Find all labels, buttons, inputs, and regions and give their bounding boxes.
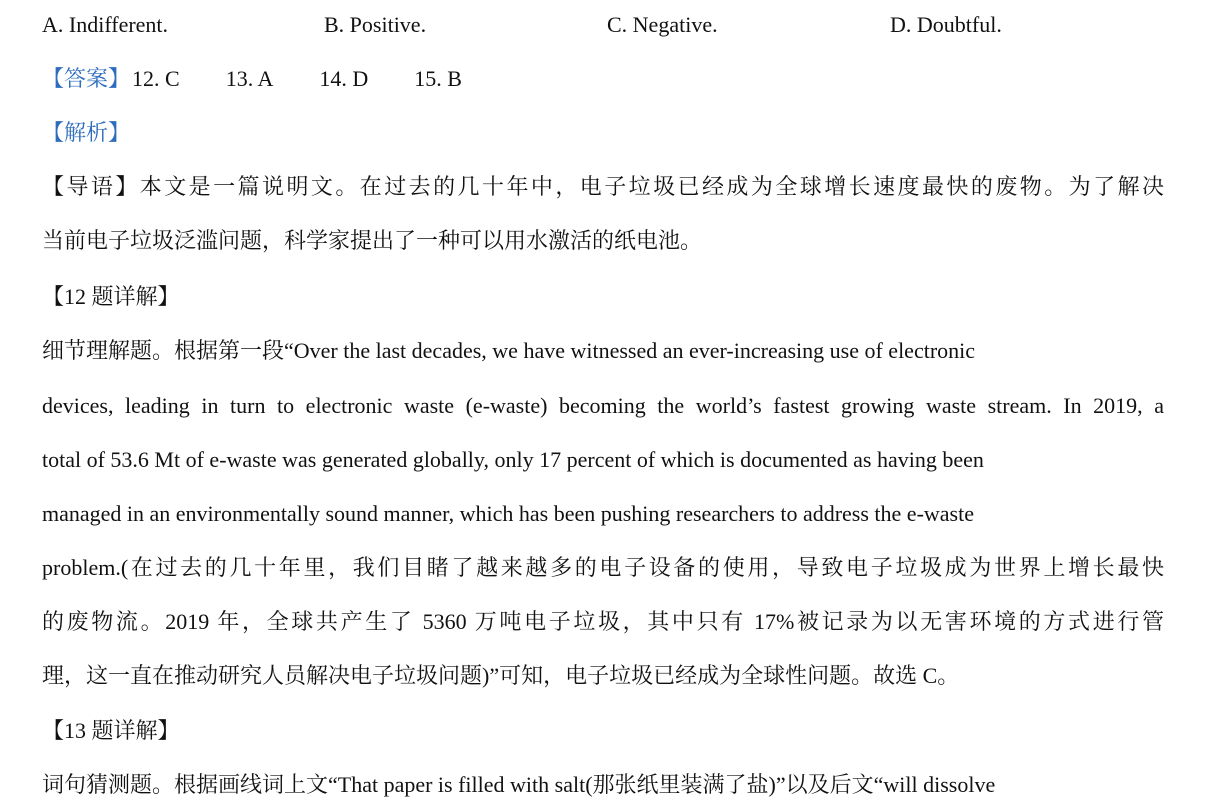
answer-item-13: 13. A [225,66,274,91]
q12-line-1: 细节理解题。根据第一段“Over the last decades, we have witnessed an ever-increasing use of electronic [42,338,976,363]
option-a: A. Indifferent. [42,12,169,37]
option-b: B. Positive. [324,12,427,37]
option-d: D. Doubtful. [890,12,1002,37]
intro-line-2: 当前电子垃圾泛滥问题，科学家提出了一种可以用水激活的纸电池。 [42,228,703,253]
q12-line-5: problem.(在过去的几十年里，我们目睹了越来越多的电子设备的使用，导致电子垃圾成为世界上增长最快 [42,555,1164,580]
q12-line-2: devices, leading in turn to electronic waste (e-waste) becoming the world’s fastest growing waste stream. In 2019, a [42,393,1164,418]
q12-line-7: 理，这一直在推动研究人员解决电子垃圾问题)”可知，电子垃圾已经成为全球性问题。故选 C。 [42,663,960,688]
answer-item-14: 14. D [319,66,369,91]
analysis-label: 【解析】 [42,120,131,145]
answer-label: 【答案】 [42,66,131,91]
q12-line-3: total of 53.6 Mt of e-waste was generated globally, only 17 percent of which is documented as having been [42,447,984,472]
q13-heading: 【13 题详解】 [42,718,180,743]
answer-row [42,64,508,94]
intro-line-1: 【导语】本文是一篇说明文。在过去的几十年中，电子垃圾已经成为全球增长速度最快的废物。为了解决 [42,174,1164,199]
q12-line-4: managed in an environmentally sound manner, which has been pushing researchers to address the e-waste [42,501,974,526]
answer-item-15: 15. B [414,66,462,91]
q12-heading: 【12 题详解】 [42,284,180,309]
q13-line-1: 词句猜测题。根据画线词上文“That paper is filled with salt(那张纸里装满了盐)”以及后文“will dissolve [42,772,996,797]
option-c: C. Negative. [607,12,718,37]
q12-line-6: 的废物流。2019 年，全球共产生了 5360 万吨电子垃圾，其中只有 17%被记录为以无害环境的方式进行管 [42,609,1164,634]
answer-item-12: 12. C [132,66,180,91]
